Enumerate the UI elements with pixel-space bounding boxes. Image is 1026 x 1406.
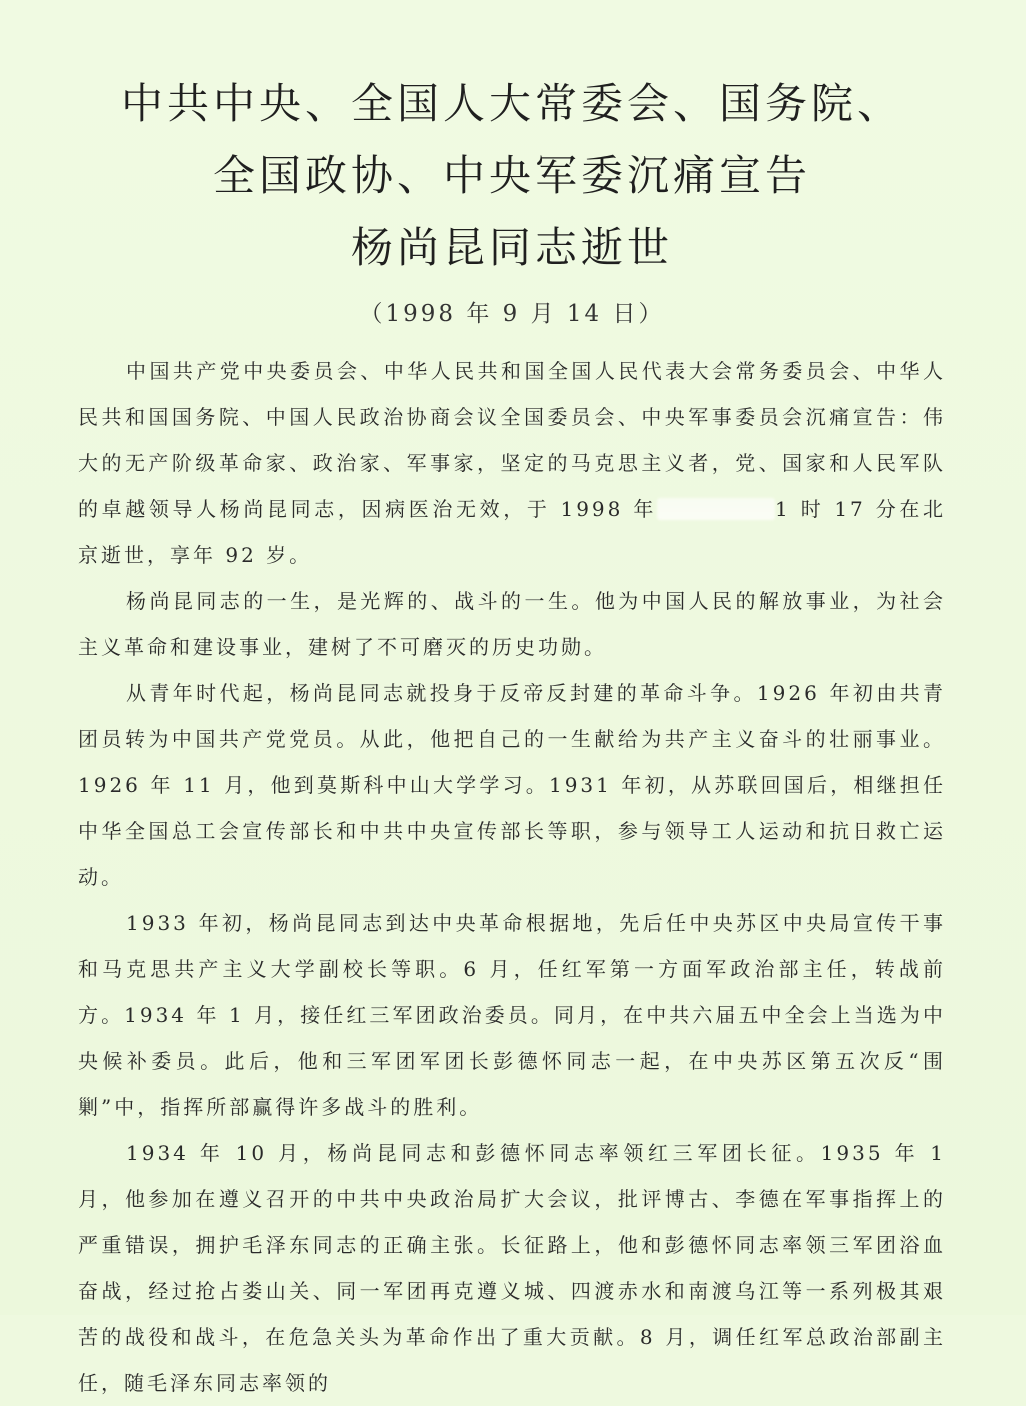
paragraph-4: 1933 年初，杨尚昆同志到达中央革命根据地，先后任中央苏区中央局宣传干事和马克思共产主义大学副校长等职。6 月，任红军第一方面军政治部主任，转战前方。1934 年 1 月，接任红三军团政治委员。同月，在中共六届五中全会上当选为中央候补委员。此后，他和三军团军团长彭德怀同志一起，在中央苏区第五次反“围剿”中，指挥所部赢得许多战斗的胜利。 [78,911,946,1119]
paragraph-3: 从青年时代起，杨尚昆同志就投身于反帝反封建的革命斗争。1926 年初由共青团员转为中国共产党党员。从此，他把自己的一生献给为共产主义奋斗的壮丽事业。1926 年 11 月，他到莫斯科中山大学学习。1931 年初，从苏联回国后，相继担任中华全国总工会宣传部长和中共中央宣传部长等职，参与领导工人运动和抗日救亡运动。 [78,681,946,889]
title-line-3: 杨尚昆同志逝世 [350,223,673,272]
redacted-region [657,498,775,520]
paragraph-1 [78,348,946,578]
title-line-2: 全国政协、中央军委沉痛宣告 [212,151,811,200]
document-date: （1998 年 9 月 14 日） [359,301,665,327]
title-line-1: 中共中央、全国人大常委会、国务院、 [120,79,903,128]
document-title [78,68,946,284]
paragraph-1-text-b: 1 时 17 分在北京逝世，享年 92 岁。 [78,497,946,567]
paragraph-1-text-a: 中国共产党中央委员会、中华人民共和国全国人民代表大会常务委员会、中华人民共和国国务院、中国人民政治协商会议全国委员会、中央军事委员会沉痛宣告：伟大的无产阶级革命家、政治家、军事家，坚定的马克思主义者，党、国家和人民军队的卓越领导人杨尚昆同志，因病医治无效，于 1998 年 [78,359,946,521]
paragraph-5: 1934 年 10 月，杨尚昆同志和彭德怀同志率领红三军团长征。1935 年 1 月，他参加在遵义召开的中共中央政治局扩大会议，批评博古、李德在军事指挥上的严重错误，拥护毛泽东同志的正确主张。长征路上，他和彭德怀同志率领三军团浴血奋战，经过抢占娄山关、同一军团再克遵义城、四渡赤水和南渡乌江等一系列极其艰苦的战役和战斗，在危急关头为革命作出了重大贡献。8 月，调任红军总政治部副主任，随毛泽东同志率领的 [78,1141,946,1395]
document-body [78,348,946,1406]
paragraph-2: 杨尚昆同志的一生，是光辉的、战斗的一生。他为中国人民的解放事业，为社会主义革命和建设事业，建树了不可磨灭的历史功勋。 [78,589,946,659]
